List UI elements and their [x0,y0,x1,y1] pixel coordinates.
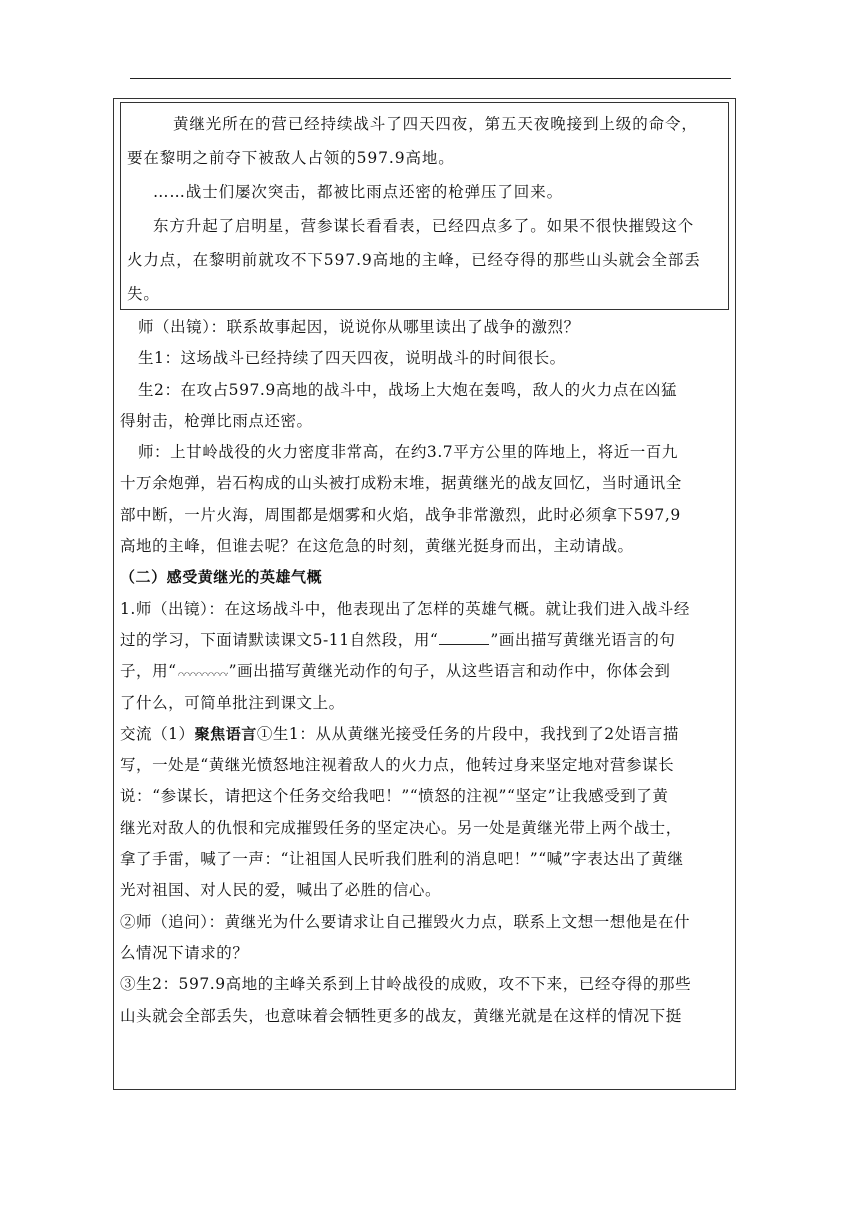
text-line: 高地的主峰，但谁去呢？在这危急的时刻，黄继光挺身而出，主动请战。 [120,537,634,556]
text-line: 部中断，一片火海，周围都是烟雾和火焰，战争非常激烈，此时必须拿下597,9 [120,505,681,524]
quote-box [120,102,729,310]
text-line [120,719,732,750]
text-segment: 过的学习，下面请默读课文5-11自然段，用“ [120,630,439,649]
text-line: 山头就会全部丢失，也意味着会牺牲更多的战友，黄继光就是在这样的情况下挺 [120,1006,682,1025]
text-line: 说：“参谋长，请把这个任务交给我吧！”“愤怒的注视”“坚定”让我感受到了黄 [120,787,669,806]
text-line: ③生2：597.9高地的主峰关系到上甘岭战役的成败，攻不下来，已经夺得的那些 [120,975,692,994]
text-line: ②师（追问）：黄继光为什么要请求让自己摧毁火力点，联系上文想一想他是在什 [120,912,691,931]
quote-line: 东方升起了启明星，营参谋长看看表，已经四点多了。如果不很快摧毁这个 [153,217,695,235]
text-line [120,656,732,687]
text-segment: ”画出描写黄继光动作的句子，从这些语言和动作中，你体会到 [228,662,671,681]
quote-line: 失。 [127,285,160,303]
text-segment: ”画出描写黄继光语言的句 [490,630,676,649]
text-segment: 子，用“ [120,662,177,681]
solid-underline-sample [439,632,489,645]
section-heading: （二）感受黄继光的英雄气概 [120,568,323,587]
text-line: 拿了手雷，喊了一声：“让祖国人民听我们胜利的消息吧！”“喊”字表达出了黄继 [120,850,684,869]
quote-line: 黄继光所在的营已经持续战斗了四天四夜，第五天夜晚接到上级的命令， [173,115,698,133]
text-line: 了什么，可简单批注到课文上。 [120,693,345,712]
lesson-body [120,312,732,1032]
text-line: 写，一处是“黄继光愤怒地注视着敌人的火力点，他转过身来坚定地对营参谋长 [120,756,675,775]
quote-line: ……战士们屡次突击，都被比雨点还密的枪弹压了回来。 [153,183,564,201]
text-line: 师（出镜）：联系故事起因，说说你从哪里读出了战争的激烈？ [138,318,580,336]
text-line: 1.师（出镜）：在这场战斗中，他表现出了怎样的英雄气概。就让我们进入战斗经 [120,599,690,618]
text-segment: ①生1：从从黄继光接受任务的片段中，我找到了2处语言描 [256,724,679,743]
text-line: 得射击，枪弹比雨点还密。 [120,411,313,430]
text-line: 十万余炮弹，岩石构成的山头被打成粉末堆，据黄继光的战友回忆，当时通讯全 [120,474,682,493]
header-rule [130,78,731,79]
text-line: 生2：在攻占597.9高地的战斗中，战场上大炮在轰鸣，敌人的火力点在凶猛 [138,380,678,399]
text-line [120,625,732,656]
text-line: 光对祖国、对人民的爱，喊出了必胜的信心。 [120,881,442,900]
text-line: 继光对敌人的仇恨和完成摧毁任务的坚定决心。另一处是黄继光带上两个战士， [120,818,682,837]
wavy-underline-sample [178,664,228,676]
quote-line: 要在黎明之前夺下被敌人占领的597.9高地。 [127,149,455,167]
quote-line: 火力点，在黎明前就攻不下597.9高地的主峰，已经夺得的那些山头就会全部丢 [127,251,701,269]
text-line: 么情况下请求的？ [120,943,249,962]
text-segment: 交流（1） [120,724,195,743]
text-line: 生1：这场战斗已经持续了四天四夜，说明战斗的时间很长。 [138,349,566,368]
text-line: 师：上甘岭战役的火力密度非常高，在约3.7平方公里的阵地上，将近一百九 [138,443,678,462]
bold-label: 聚焦语言 [194,724,257,743]
